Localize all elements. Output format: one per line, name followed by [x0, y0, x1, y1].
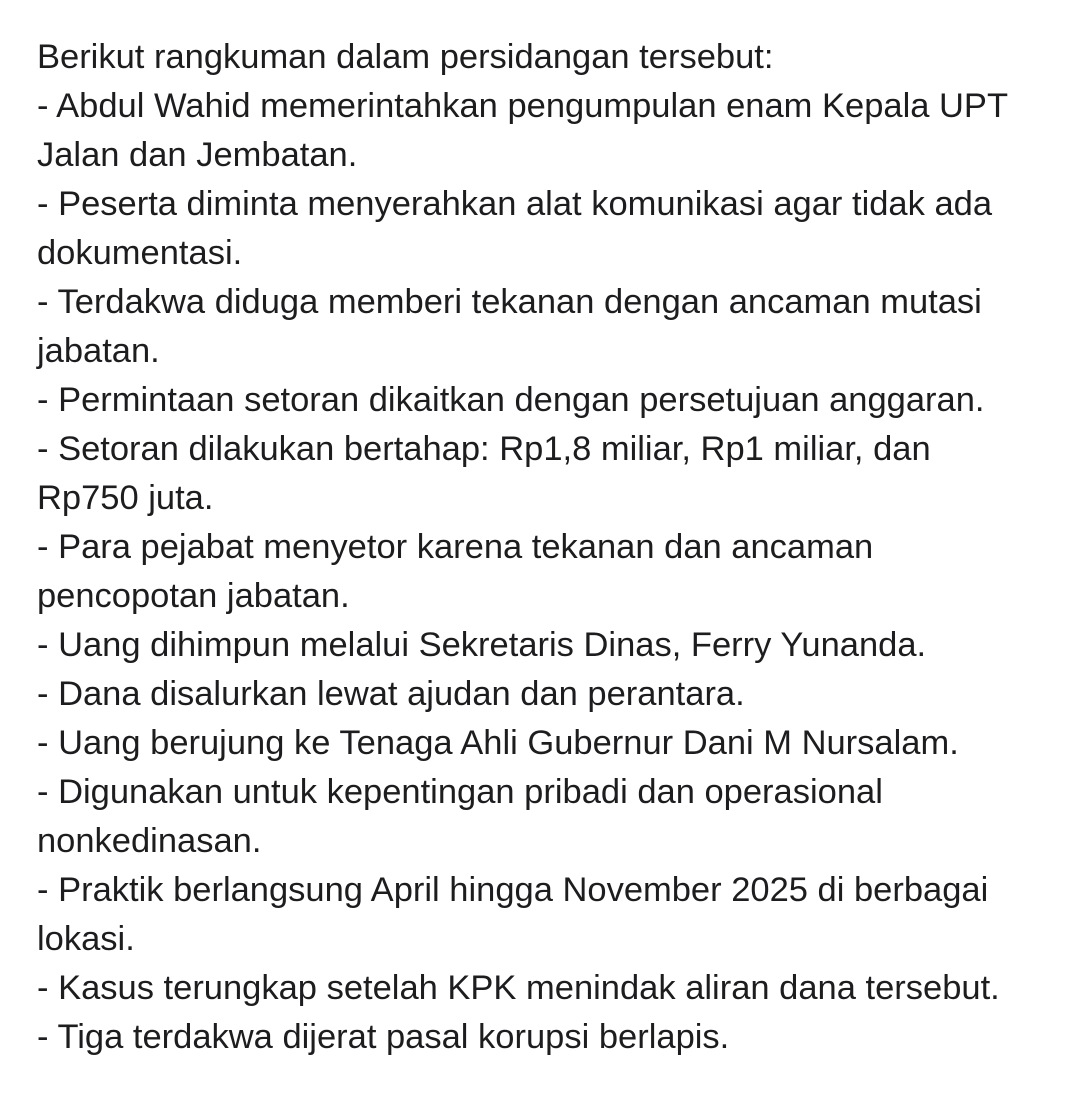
summary-line: - Uang berujung ke Tenaga Ahli Gubernur Dani M Nursalam. [37, 724, 959, 762]
summary-line: - Setoran dilakukan bertahap: Rp1,8 miliar, Rp1 miliar, dan [37, 430, 931, 468]
summary-line: - Uang dihimpun melalui Sekretaris Dinas, Ferry Yunanda. [37, 626, 927, 664]
summary-line: - Abdul Wahid memerintahkan pengumpulan enam Kepala UPT [37, 87, 1009, 125]
summary-line: - Permintaan setoran dikaitkan dengan persetujuan anggaran. [37, 381, 985, 419]
summary-line: - Peserta diminta menyerahkan alat komunikasi agar tidak ada [37, 185, 992, 223]
summary-line: pencopotan jabatan. [37, 577, 350, 615]
summary-intro: Berikut rangkuman dalam persidangan tersebut: [37, 38, 774, 76]
summary-line: Rp750 juta. [37, 479, 214, 517]
summary-line: nonkedinasan. [37, 822, 262, 860]
summary-line: - Dana disalurkan lewat ajudan dan perantara. [37, 675, 745, 713]
summary-line: - Kasus terungkap setelah KPK menindak aliran dana tersebut. [37, 969, 1000, 1007]
summary-line: - Para pejabat menyetor karena tekanan dan ancaman [37, 528, 874, 566]
summary-line: - Digunakan untuk kepentingan pribadi dan operasional [37, 773, 883, 811]
summary-line: - Terdakwa diduga memberi tekanan dengan ancaman mutasi [37, 283, 982, 321]
summary-line: - Praktik berlangsung April hingga November 2025 di berbagai [37, 871, 989, 909]
summary-line: lokasi. [37, 920, 135, 958]
summary-line: Jalan dan Jembatan. [37, 136, 358, 174]
summary-line: dokumentasi. [37, 234, 243, 272]
summary-line: - Tiga terdakwa dijerat pasal korupsi berlapis. [37, 1018, 730, 1056]
summary-line: jabatan. [37, 332, 160, 370]
